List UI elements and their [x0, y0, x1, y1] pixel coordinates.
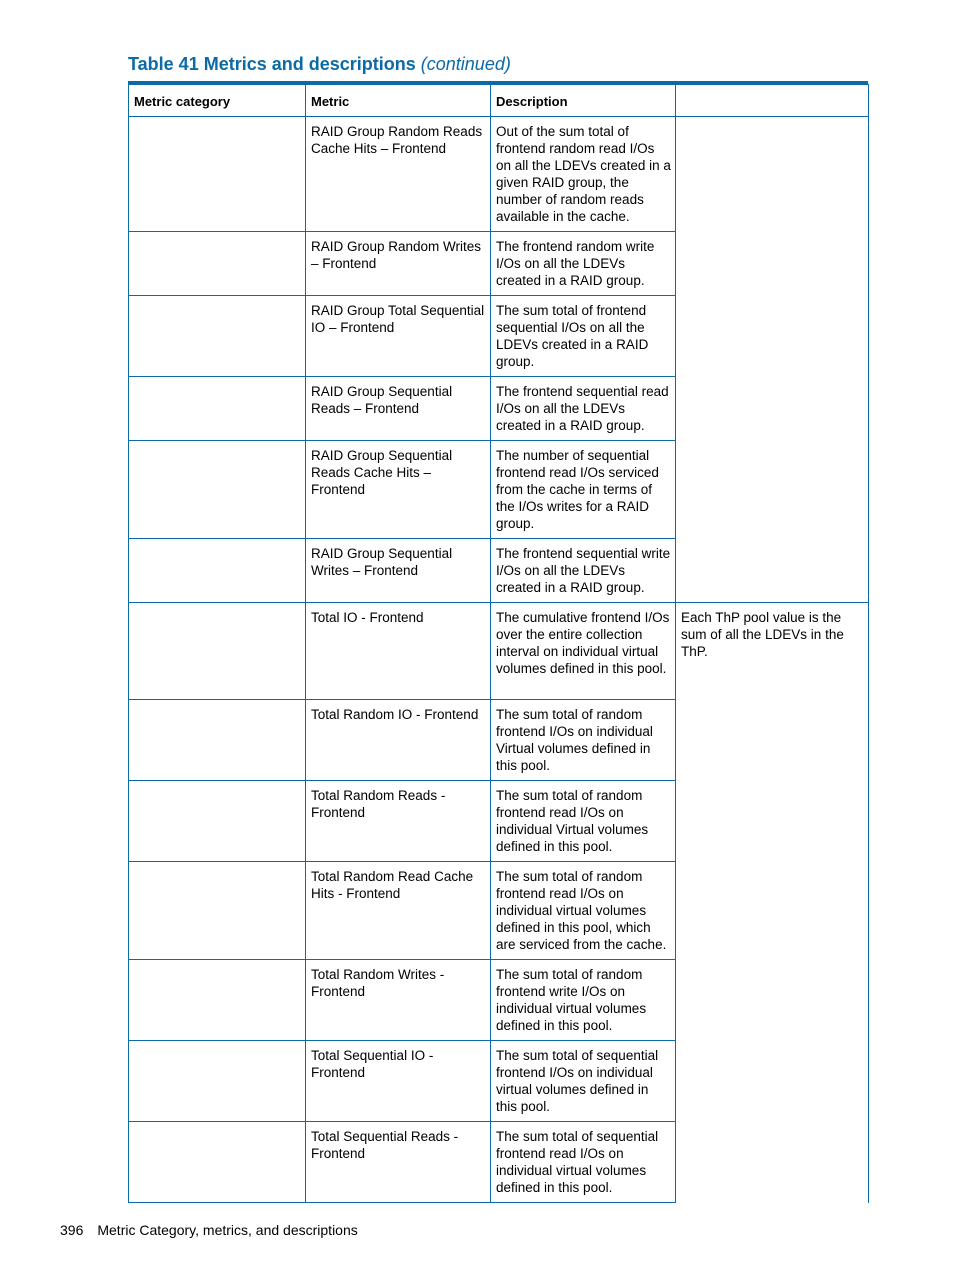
table-title: Table 41 Metrics and descriptions	[128, 54, 416, 74]
category-cell	[129, 960, 306, 1041]
category-cell	[129, 441, 306, 539]
description-cell: The sum total of sequential frontend I/Os on individual virtual volumes defined in this pool.	[491, 1041, 676, 1122]
metrics-table	[128, 84, 869, 1203]
metric-cell: RAID Group Random Writes – Frontend	[306, 232, 491, 296]
category-cell	[129, 232, 306, 296]
description-cell: The sum total of random frontend read I/Os on individual virtual volumes defined in this pool, which are serviced from the cache.	[491, 862, 676, 960]
metric-cell: RAID Group Sequential Writes – Frontend	[306, 539, 491, 603]
header-metric: Metric	[306, 85, 491, 117]
description-cell: The cumulative frontend I/Os over the entire collection interval on individual virtual volumes defined in this pool.	[491, 603, 676, 700]
metric-cell: RAID Group Random Reads Cache Hits – Frontend	[306, 117, 491, 232]
category-cell	[129, 296, 306, 377]
header-description: Description	[491, 85, 676, 117]
description-cell: The sum total of random frontend read I/Os on individual Virtual volumes defined in this pool.	[491, 781, 676, 862]
category-cell	[129, 539, 306, 603]
metric-cell: RAID Group Sequential Reads Cache Hits – Frontend	[306, 441, 491, 539]
category-cell	[129, 1041, 306, 1122]
table-row	[129, 117, 869, 232]
metric-cell: Total Sequential IO - Frontend	[306, 1041, 491, 1122]
description-cell: The sum total of frontend sequential I/Os on all the LDEVs created in a RAID group.	[491, 296, 676, 377]
category-cell	[129, 700, 306, 781]
category-cell	[129, 1122, 306, 1203]
description-cell: The sum total of random frontend write I/Os on individual virtual volumes defined in this pool.	[491, 960, 676, 1041]
description-cell: Out of the sum total of frontend random read I/Os on all the LDEVs created in a given RAID group, the number of random reads available in the cache.	[491, 117, 676, 232]
note-cell	[676, 117, 869, 603]
page-footer	[60, 1222, 358, 1238]
note-cell	[676, 603, 869, 1203]
category-cell	[129, 377, 306, 441]
category-cell	[129, 781, 306, 862]
table-header-row	[129, 85, 869, 117]
page-number: 396	[60, 1222, 84, 1238]
table-continued-label: (continued)	[420, 54, 511, 74]
table-caption	[128, 54, 511, 75]
category-cell	[129, 603, 306, 700]
header-blank	[676, 85, 869, 117]
metric-cell: RAID Group Sequential Reads – Frontend	[306, 377, 491, 441]
header-metric-category: Metric category	[129, 85, 306, 117]
metric-cell: Total IO - Frontend	[306, 603, 491, 700]
metric-cell: RAID Group Total Sequential IO – Frontend	[306, 296, 491, 377]
metric-cell: Total Sequential Reads - Frontend	[306, 1122, 491, 1203]
metric-cell: Total Random Reads - Frontend	[306, 781, 491, 862]
description-cell: The sum total of sequential frontend read I/Os on individual virtual volumes defined in this pool.	[491, 1122, 676, 1203]
description-cell: The frontend sequential write I/Os on all the LDEVs created in a RAID group.	[491, 539, 676, 603]
metric-cell: Total Random Read Cache Hits - Frontend	[306, 862, 491, 960]
table-row	[129, 603, 869, 700]
category-cell	[129, 862, 306, 960]
metric-cell: Total Random IO - Frontend	[306, 700, 491, 781]
description-cell: The frontend sequential read I/Os on all the LDEVs created in a RAID group.	[491, 377, 676, 441]
footer-section-title: Metric Category, metrics, and descriptions	[97, 1222, 358, 1238]
description-cell: The frontend random write I/Os on all the LDEVs created in a RAID group.	[491, 232, 676, 296]
category-cell	[129, 117, 306, 232]
description-cell: The number of sequential frontend read I/Os serviced from the cache in terms of the I/Os writes for a RAID group.	[491, 441, 676, 539]
thp-pool-note: Each ThP pool value is the sum of all the LDEVs in the ThP.	[681, 610, 844, 659]
description-cell: The sum total of random frontend I/Os on individual Virtual volumes defined in this pool.	[491, 700, 676, 781]
metric-cell: Total Random Writes - Frontend	[306, 960, 491, 1041]
